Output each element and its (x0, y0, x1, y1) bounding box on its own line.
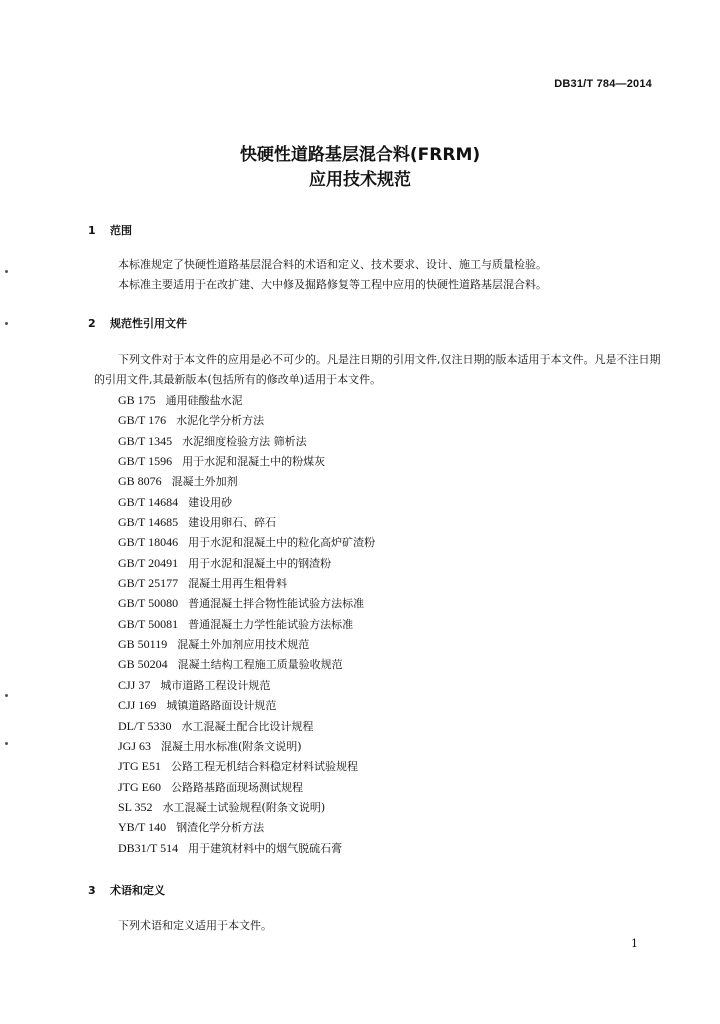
reference-title: 用于水泥和混凝土中的粒化高炉矿渣粉 (188, 536, 376, 550)
reference-title: 水泥化学分析方法 (176, 414, 265, 428)
reference-title: 水工混凝土配合比设计规程 (181, 719, 314, 733)
reference-title: 建设用卵石、碎石 (188, 516, 277, 530)
section-title: 范围 (110, 224, 132, 237)
reference-item (118, 817, 375, 837)
reference-title: 混凝土外加剂应用技术规范 (177, 638, 310, 652)
document-subtitle: 应用技术规范 (309, 170, 411, 190)
margin-mark (5, 322, 8, 325)
reference-code: GB 50204 (118, 657, 168, 672)
reference-item (118, 654, 375, 674)
section-3-heading (88, 882, 165, 898)
reference-code: SL 352 (118, 799, 153, 814)
reference-code: GB/T 1345 (118, 433, 173, 448)
reference-item (118, 838, 375, 858)
reference-item (118, 512, 375, 532)
reference-title: 普通混凝土拌合物性能试验方法标准 (188, 597, 365, 611)
section-title: 术语和定义 (110, 884, 165, 897)
section-number: 1 (88, 224, 96, 237)
reference-code: GB 175 (118, 393, 156, 407)
reference-item (118, 593, 375, 613)
reference-item (118, 756, 375, 776)
reference-title: 用于水泥和混凝土中的钢渣粉 (188, 556, 332, 570)
section-number: 3 (88, 884, 96, 897)
reference-item (118, 492, 375, 512)
reference-code: GB/T 20491 (118, 555, 179, 570)
reference-code: YB/T 140 (118, 820, 167, 835)
reference-code: GB/T 50081 (118, 616, 179, 631)
reference-code: GB/T 14685 (118, 515, 179, 530)
reference-code: CJJ 37 (118, 677, 151, 692)
reference-title: 城市道路工程设计规范 (160, 678, 271, 692)
reference-code: GB/T 50080 (118, 596, 179, 611)
margin-mark (5, 694, 8, 697)
terms-intro-paragraph: 下列术语和定义适用于本文件。 (118, 919, 272, 932)
reference-code: GB/T 14684 (118, 494, 179, 509)
reference-title: 混凝土结构工程施工质量验收规范 (177, 658, 343, 672)
reference-title: 水工混凝土试验规程(附条文说明) (162, 800, 326, 814)
section-title: 规范性引用文件 (110, 317, 187, 330)
scope-paragraph-2: 本标准主要适用于在改扩建、大中修及掘路修复等工程中应用的快硬性道路基层混合料。 (118, 278, 547, 291)
reference-code: GB/T 18046 (118, 535, 179, 550)
reference-title: 公路路基路面现场测试规程 (171, 780, 303, 794)
normative-references-list (118, 390, 375, 858)
section-number: 2 (88, 317, 96, 330)
reference-code: GB 50119 (118, 637, 168, 652)
standard-number: DB31/T 784—2014 (554, 78, 652, 90)
document-title: 快硬性道路基层混合料(FRRM) (239, 145, 481, 165)
reference-title: 城镇道路路面设计规范 (166, 699, 277, 713)
margin-mark (5, 742, 8, 745)
reference-item (118, 573, 375, 593)
reference-code: JTG E51 (118, 759, 161, 774)
reference-title: 水泥细度检验方法 筛析法 (182, 434, 307, 448)
reference-title: 建设用砂 (188, 495, 233, 509)
reference-item (118, 553, 375, 573)
reference-code: JGJ 63 (118, 738, 152, 753)
reference-title: 混凝土用水标准(附条文说明) (161, 739, 302, 753)
reference-item (118, 431, 375, 451)
reference-item (118, 695, 375, 715)
reference-title: 公路工程无机结合料稳定材料试验规程 (171, 760, 358, 774)
reference-item (118, 614, 375, 634)
reference-code: CJJ 169 (118, 698, 157, 713)
reference-item (118, 532, 375, 552)
scope-paragraph-1: 本标准规定了快硬性道路基层混合料的术语和定义、技术要求、设计、施工与质量检验。 (118, 258, 547, 271)
reference-title: 通用硅酸盐水泥 (165, 394, 243, 407)
margin-mark (5, 270, 8, 273)
reference-code: GB 8076 (118, 474, 162, 489)
section-2-heading (88, 315, 187, 331)
references-intro-paragraph: 下列文件对于本文件的应用是必不可少的。凡是注日期的引用文件,仅注日期的版本适用于本文件。凡是不注日期的引用文件,其最新版本(包括所有的修改单)适用于本文件。 (94, 353, 661, 386)
reference-code: DL/T 5330 (118, 718, 172, 733)
reference-title: 混凝土用再生粗骨料 (188, 577, 288, 591)
section-1-heading (88, 222, 132, 238)
page-number: 1 (631, 937, 638, 950)
reference-item (118, 736, 375, 756)
reference-title: 用于建筑材料中的烟气脱硫石膏 (188, 841, 343, 855)
reference-item (118, 797, 375, 817)
reference-code: GB/T 176 (118, 413, 167, 428)
reference-code: DB31/T 514 (118, 840, 179, 855)
reference-item (118, 716, 375, 736)
reference-code: GB/T 25177 (118, 576, 179, 591)
reference-item (118, 410, 375, 430)
reference-title: 普通混凝土力学性能试验方法标准 (188, 617, 354, 631)
reference-item (118, 390, 375, 410)
reference-item (118, 777, 375, 797)
reference-item (118, 634, 375, 654)
reference-title: 混凝土外加剂 (171, 475, 238, 489)
reference-item (118, 451, 375, 471)
reference-title: 钢渣化学分析方法 (176, 821, 265, 835)
reference-title: 用于水泥和混凝土中的粉煤灰 (182, 455, 326, 469)
reference-code: JTG E60 (118, 779, 161, 794)
reference-item (118, 471, 375, 491)
reference-code: GB/T 1596 (118, 454, 173, 469)
reference-item (118, 675, 375, 695)
